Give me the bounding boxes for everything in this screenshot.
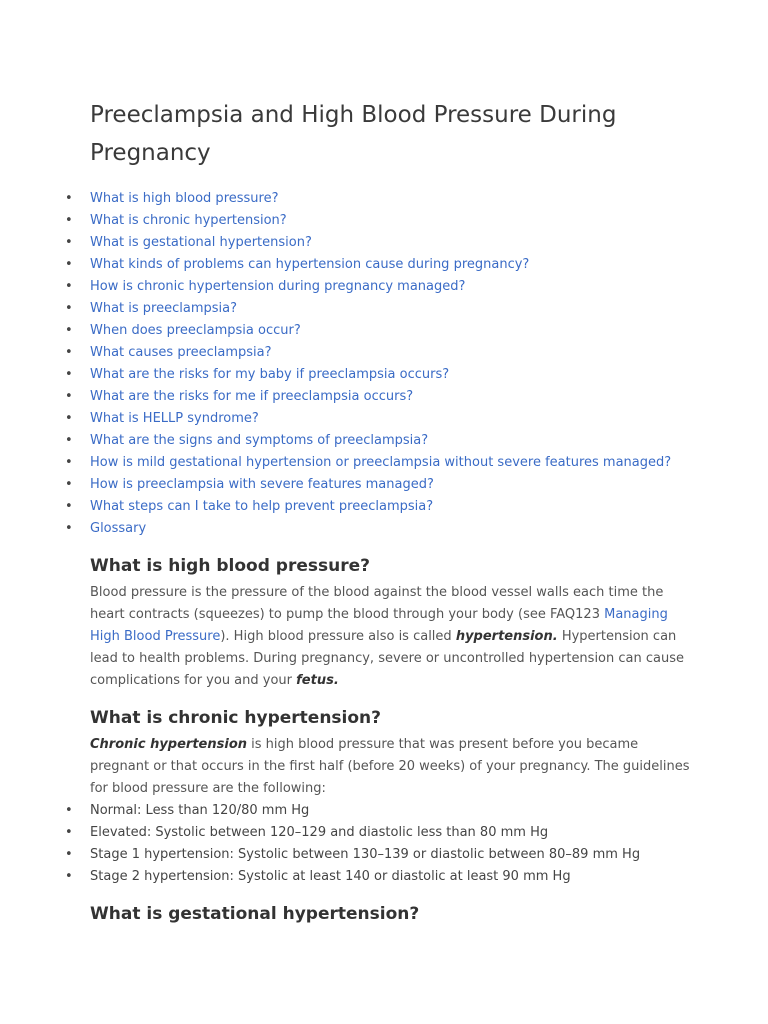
toc-link[interactable]: What kinds of problems can hypertension cause during pregnancy? [90, 257, 530, 272]
toc-item [90, 210, 690, 232]
toc-link[interactable]: How is mild gestational hypertension or preeclampsia without severe features managed? [90, 455, 672, 470]
table-of-contents [90, 188, 690, 540]
toc-item [90, 188, 690, 210]
toc-item [90, 298, 690, 320]
list-item: • Stage 2 hypertension: Systolic at least 140 or diastolic at least 90 mm Hg [90, 866, 690, 888]
toc-item [90, 518, 690, 540]
toc-item [90, 386, 690, 408]
toc-item [90, 408, 690, 430]
toc-link[interactable]: What is HELLP syndrome? [90, 411, 259, 426]
toc-item [90, 254, 690, 276]
toc-item [90, 320, 690, 342]
toc-link[interactable]: What is high blood pressure? [90, 191, 279, 206]
glossary-term: fetus. [296, 673, 339, 688]
toc-item [90, 496, 690, 518]
body-text: Hypertension can lead to health problems. During pregnancy, severe or uncontrolled hypertension can cause complications for you and your [90, 629, 684, 688]
toc-item [90, 474, 690, 496]
section-heading-gestational-hypertension: What is gestational hypertension? [90, 904, 420, 924]
toc-item [90, 430, 690, 452]
toc-link[interactable]: How is chronic hypertension during pregnancy managed? [90, 279, 466, 294]
toc-link[interactable]: How is preeclampsia with severe features managed? [90, 477, 434, 492]
toc-link[interactable]: What is gestational hypertension? [90, 235, 312, 250]
toc-item [90, 232, 690, 254]
page-title: Preeclampsia and High Blood Pressure During Pregnancy [90, 102, 617, 166]
faq-link[interactable]: Managing High Blood Pressure [90, 607, 668, 644]
toc-link[interactable]: What steps can I take to help prevent preeclampsia? [90, 499, 434, 514]
section-body-chronic-hypertension [90, 734, 690, 800]
glossary-term: Chronic hypertension [90, 737, 248, 752]
body-text: ). High blood pressure also is called [220, 629, 456, 644]
section-heading-chronic-hypertension: What is chronic hypertension? [90, 708, 382, 728]
body-text: is high blood pressure that was present before you became pregnant or that occurs in the first half (before 20 weeks) of your pregnancy. The guidelines for blood pressure are the following: [90, 737, 690, 796]
toc-link[interactable]: What causes preeclampsia? [90, 345, 272, 360]
toc-item [90, 276, 690, 298]
section-heading-high-blood-pressure: What is high blood pressure? [90, 556, 370, 576]
glossary-term: hypertension. [455, 629, 558, 644]
toc-link[interactable]: What is preeclampsia? [90, 301, 238, 316]
article [90, 96, 690, 930]
toc-link[interactable]: What is chronic hypertension? [90, 213, 287, 228]
toc-link[interactable]: When does preeclampsia occur? [90, 323, 301, 338]
toc-item [90, 452, 690, 474]
list-item: • Normal: Less than 120/80 mm Hg [90, 800, 690, 822]
toc-link[interactable]: What are the risks for my baby if preeclampsia occurs? [90, 367, 450, 382]
section-body-high-blood-pressure [90, 582, 690, 692]
body-text: Blood pressure is the pressure of the blood against the blood vessel walls each time the heart contracts (squeezes) to pump the blood through your body (see FAQ123 [90, 585, 664, 622]
toc-link[interactable]: Glossary [90, 521, 147, 536]
toc-link[interactable]: What are the signs and symptoms of preeclampsia? [90, 433, 429, 448]
blood-pressure-guidelines [90, 800, 690, 888]
list-item: • Stage 1 hypertension: Systolic between 130–139 or diastolic between 80–89 mm Hg [90, 844, 690, 866]
toc-item [90, 364, 690, 386]
toc-item [90, 342, 690, 364]
toc-link[interactable]: What are the risks for me if preeclampsia occurs? [90, 389, 414, 404]
list-item: • Elevated: Systolic between 120–129 and diastolic less than 80 mm Hg [90, 822, 690, 844]
